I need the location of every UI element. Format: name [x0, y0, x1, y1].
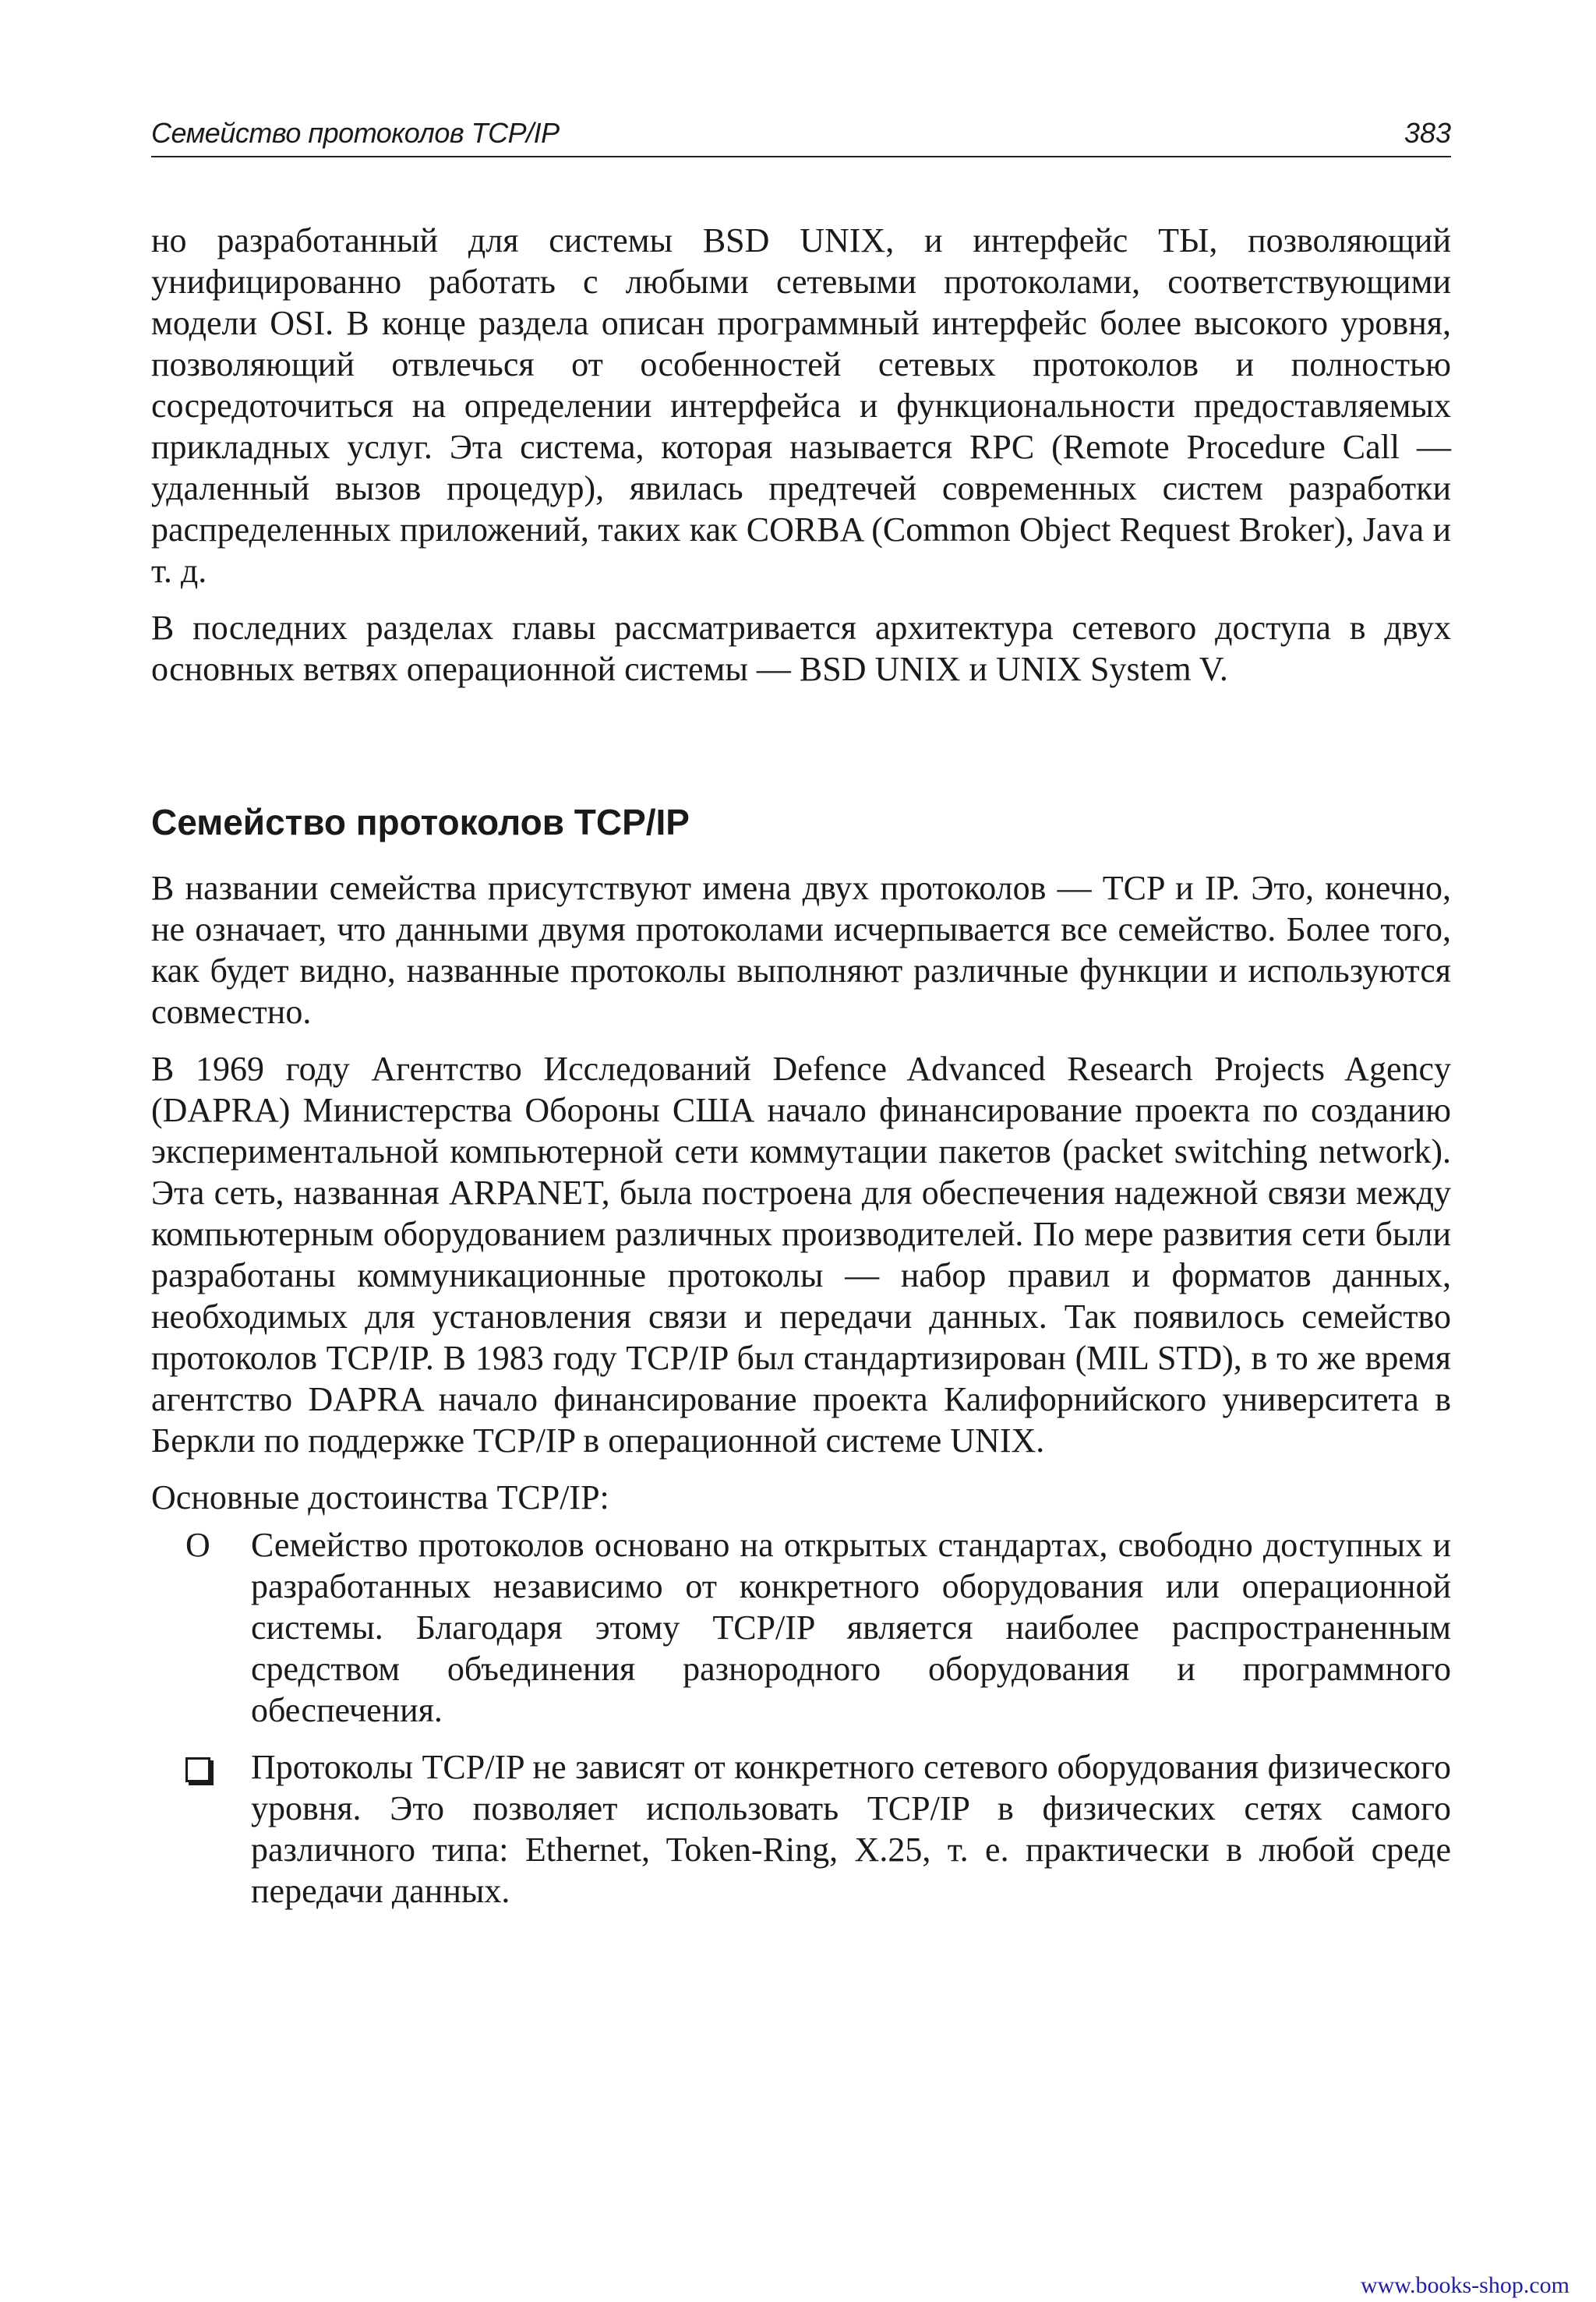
advantages-list — [151, 1524, 1451, 1912]
list-item-text: Семейство протоколов основано на открытых стандартах, свободно доступных и разработанных независимо от конкретного оборудования или операционной системы. Благодаря этому TCP/IP является наиболее распространенным средством объединения разнородного оборудования и программного обеспечения. — [251, 1526, 1451, 1729]
bullet-letter-marker: О — [185, 1526, 210, 1564]
section-paragraph-2: В 1969 году Агентство Исследований Defence Advanced Research Projects Agency (DAPRA) Министерства Обороны США начало финансирование проекта по созданию экспериментальной компьютерной сети коммутации пакетов (packet switching network). Эта сеть, названная ARPANET, была построена для обеспечения надежной связи между компьютерным оборудованием различных производителей. По мере развития сети были разработаны коммуникационные протоколы — набор правил и форматов данных, необходимых для установления связи и передачи данных. Так появилось семейство протоколов TCP/IP. В 1983 году TCP/IP был стандартизирован (MIL STD), в то же время агентство DAPRA начало финансирование проекта Калифорнийского университета в Беркли по поддержке TCP/IP в операционной системе UNIX. — [151, 1050, 1451, 1460]
list-item — [151, 1746, 1451, 1912]
intro-paragraph-1: но разработанный для системы BSD UNIX, и интерфейс ТЫ, позволяющий унифицированно работать с любыми сетевыми протоколами, соответствующими модели OSI. В конце раздела описан программный интерфейс более высокого уровня, позволяющий отвлечься от особенностей сетевых протоколов и полностью сосредоточиться на определении интерфейса и функциональности предоставляемых прикладных услуг. Эта система, которая называется RPC (Remote Procedure Call — удаленный вызов процедур), явилась предтечей современных систем разработки распределенных приложений, таких как CORBA (Common Object Request Broker), Java и т. д. — [151, 221, 1451, 590]
watermark-url: www.books-shop.com — [1360, 2272, 1570, 2298]
running-header — [151, 117, 1451, 157]
list-intro: Основные достоинства TCP/IP: — [151, 1478, 609, 1516]
page-number: 383 — [1404, 117, 1451, 149]
checkbox-icon — [185, 1757, 210, 1782]
section-paragraph-1: В названии семейства присутствуют имена двух протоколов — TCP и IP. Это, конечно, не означает, что данными двумя протоколами исчерпывается все семейство. Более того, как будет видно, названные протоколы выполняют различные функции и используются совместно. — [151, 869, 1451, 1031]
page-body — [151, 220, 1451, 1927]
running-title: Семейство протоколов TCP/IP — [151, 117, 560, 149]
list-item — [151, 1524, 1451, 1731]
list-item-text: Протоколы TCP/IP не зависят от конкретного сетевого оборудования физического уровня. Это позволяет использовать TCP/IP в физических сетях самого различного типа: Ethernet, Token-Ring, Х.25, т. е. практически в любой среде передачи данных. — [251, 1748, 1451, 1910]
intro-paragraph-2: В последних разделах главы рассматривается архитектура сетевого доступа в двух основных ветвях операционной системы — BSD UNIX и UNIX System V. — [151, 609, 1451, 688]
section-heading: Семейство протоколов TCP/IP — [151, 802, 690, 842]
